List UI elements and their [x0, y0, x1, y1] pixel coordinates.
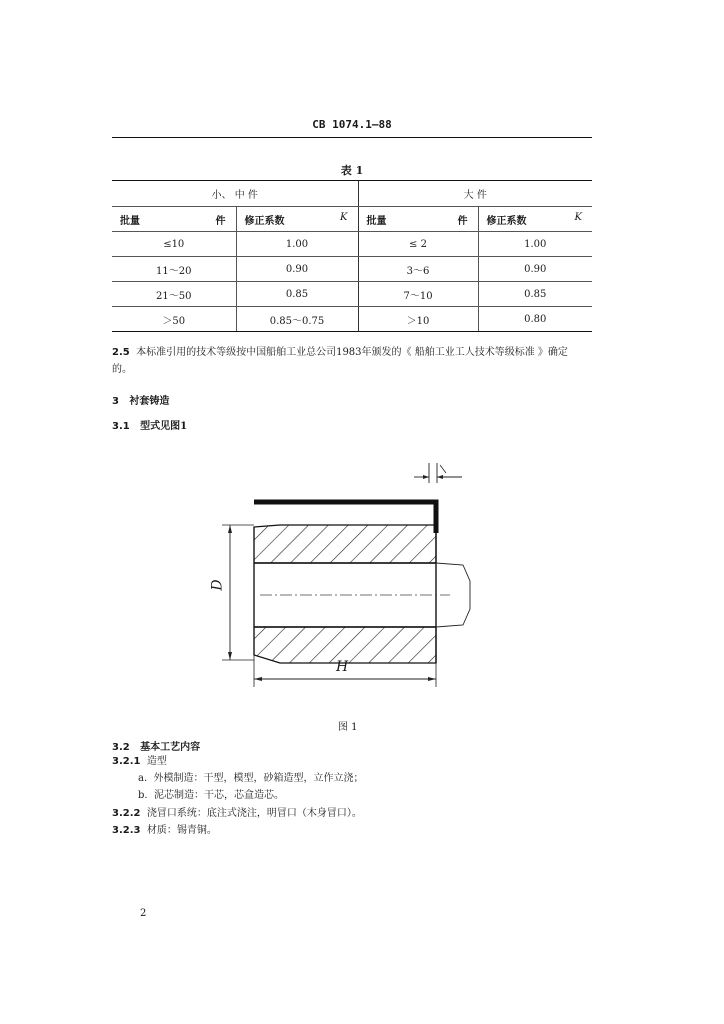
small-k-cell: 0.90 — [236, 257, 358, 282]
small-batch-cell: 21～50 — [112, 282, 236, 307]
group-header-row — [112, 181, 592, 207]
col-coef-label: 修正系数 — [244, 215, 285, 227]
large-k-cell: 0.80 — [478, 307, 592, 332]
section-number: 3.1 — [112, 421, 130, 432]
group-large: 大 件 — [358, 181, 592, 207]
large-batch-cell: ＞10 — [358, 307, 478, 332]
list-item-a — [138, 770, 364, 787]
table-row — [112, 307, 592, 332]
standard-code: CB 1074.1—88 — [312, 118, 392, 131]
group-small-medium: 小、 中 件 — [112, 181, 358, 207]
list-text: 泥芯制造：干芯，芯盒造芯。 — [153, 790, 284, 801]
col-coef-label: 修正系数 — [486, 215, 527, 227]
col-batch-large — [358, 207, 478, 232]
dimension-h-label: H — [336, 659, 349, 675]
col-k-label: K — [574, 211, 583, 223]
large-k-cell: 0.90 — [478, 257, 592, 282]
page-number: 2 — [140, 908, 147, 919]
section-number: 2.5 — [112, 347, 130, 358]
col-unit-label: 件 — [457, 215, 468, 227]
table-row — [112, 232, 592, 257]
figure-caption: 图 1 — [338, 722, 358, 733]
large-k-cell: 1.00 — [478, 232, 592, 257]
section-number: 3.2.3 — [112, 825, 141, 836]
col-batch-small — [112, 207, 236, 232]
section-text: 材质：锡青铜。 — [146, 825, 217, 836]
col-coef-large — [478, 207, 592, 232]
col-unit-label: 件 — [215, 215, 226, 227]
dimension-d-label: D — [209, 579, 226, 591]
section-2-5 — [112, 344, 596, 378]
section-2-5-text-cont: 的。 — [112, 364, 132, 375]
small-k-cell: 0.85 — [236, 282, 358, 307]
section-2-5-text: 本标准引用的技术等级按中国船舶工业总公司1983年颁发的《 船舶工业工人技术等级标准 》确定 — [136, 347, 568, 358]
section-text: 浇冒口系统：底注式浇注，明冒口（木身冒口）。 — [146, 808, 362, 819]
list-text: 外模制造：干型，模型，砂箱造型，立作立浇； — [153, 773, 364, 784]
section-title: 基本工艺内容 — [140, 742, 201, 753]
section-number: 3.2.2 — [112, 808, 141, 819]
section-title: 造型 — [146, 756, 167, 767]
col-batch-label: 批量 — [120, 215, 140, 227]
large-batch-cell: 3～6 — [358, 257, 478, 282]
correction-coefficient-table — [112, 180, 592, 332]
section-number: 3 — [112, 396, 119, 407]
large-batch-cell: ≤ 2 — [358, 232, 478, 257]
table-caption: 表 1 — [340, 164, 364, 177]
list-item-b — [138, 787, 284, 804]
list-label: a. — [138, 773, 148, 784]
small-k-cell: 0.85～0.75 — [236, 307, 358, 332]
section-number: 3.2 — [112, 742, 130, 753]
small-k-cell: 1.00 — [236, 232, 358, 257]
small-batch-cell: ≤10 — [112, 232, 236, 257]
small-batch-cell: ＞50 — [112, 307, 236, 332]
small-batch-cell: 11～20 — [112, 257, 236, 282]
section-title: 衬套铸造 — [129, 396, 170, 407]
column-header-row — [112, 207, 592, 232]
section-number: 3.2.1 — [112, 756, 141, 767]
col-k-label: K — [340, 211, 348, 223]
header-rule — [112, 137, 592, 138]
table-row — [112, 257, 592, 282]
section-3-heading — [112, 392, 169, 407]
list-label: b. — [138, 790, 148, 801]
large-batch-cell: 7～10 — [358, 282, 478, 307]
section-title: 型式见图1 — [140, 421, 188, 432]
section-3-1-heading — [112, 417, 187, 432]
section-3-2-1 — [112, 753, 167, 770]
section-3-2-heading — [112, 738, 200, 753]
section-3-2-3 — [112, 822, 217, 839]
col-batch-label: 批量 — [366, 215, 387, 227]
section-3-2-2 — [112, 805, 362, 822]
col-coef-small — [236, 207, 358, 232]
large-k-cell: 0.85 — [478, 282, 592, 307]
table-row — [112, 282, 592, 307]
